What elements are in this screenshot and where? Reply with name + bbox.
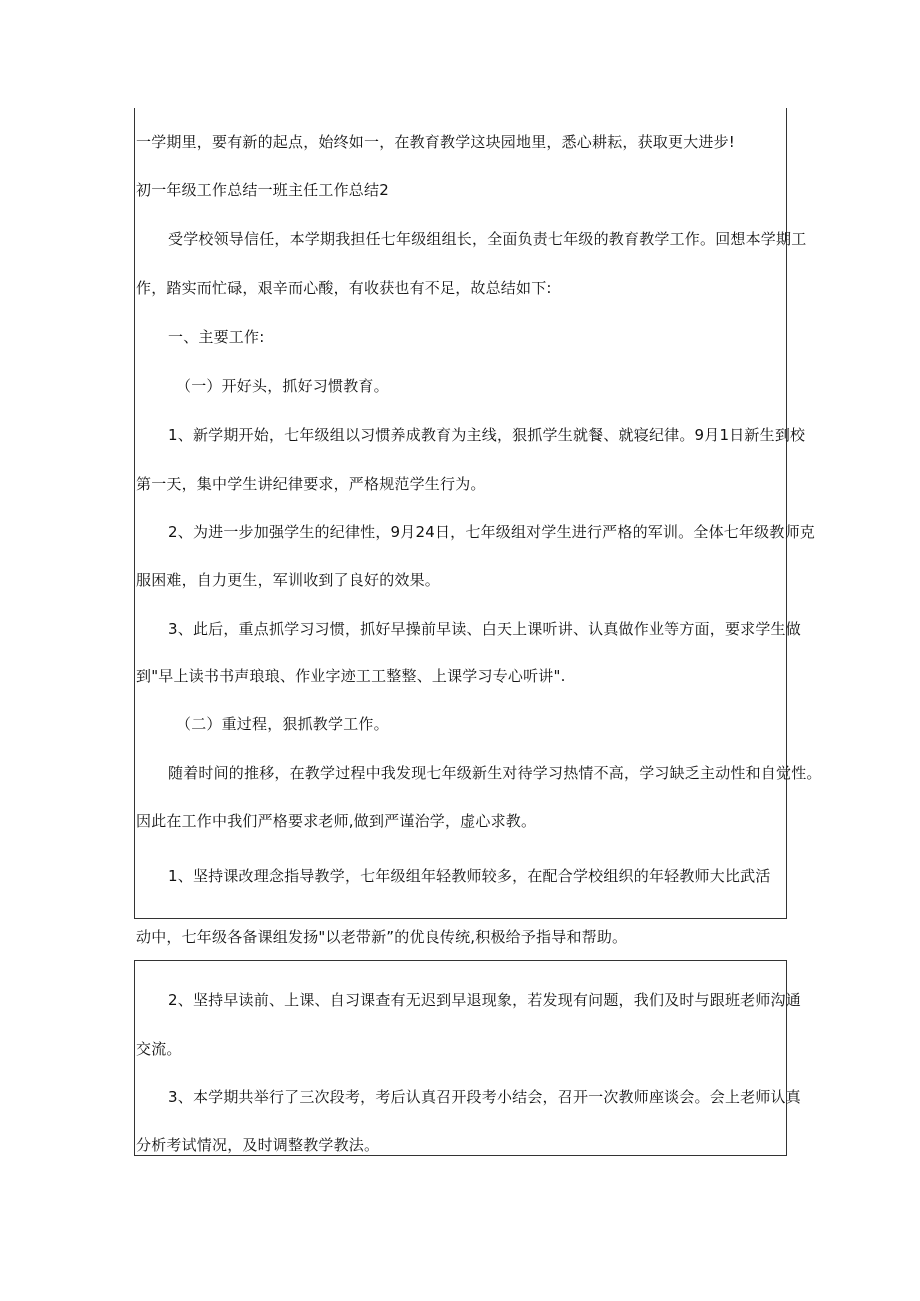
text-line: 2、坚持早读前、上课、自习课查有无迟到早退现象，若发现有问题，我们及时与跟班老师沟通 [168, 991, 801, 1009]
text-line: 服困难，自力更生，军训收到了良好的效果。 [136, 571, 441, 589]
text-line: 第一天，集中学生讲纪律要求，严格规范学生行为。 [136, 475, 486, 493]
text-line: 因此在工作中我们严格要求老师,做到严谨治学，虚心求教。 [136, 812, 537, 830]
section-title: 初一年级工作总结一班主任工作总结2 [136, 181, 389, 199]
text-line: 交流。 [136, 1040, 182, 1058]
subheading-1: （一）开好头，抓好习惯教育。 [176, 377, 389, 395]
text-line: 作，踏实而忙碌，艰辛而心酸，有收获也有不足，故总结如下: [136, 279, 552, 297]
text-line: 一学期里，要有新的起点，始终如一，在教育教学这块园地里，悉心耕耘，获取更大进步! [136, 133, 736, 151]
text-line: 1、新学期开始，七年级组以习惯养成教育为主线，狠抓学生就餐、就寝纪律。9月1日新生到校 [168, 426, 806, 444]
heading-main-work: 一、主要工作: [168, 328, 265, 346]
text-line: 1、坚持课改理念指导教学，七年级组年轻教师较多，在配合学校组织的年轻教师大比武活 [168, 867, 771, 885]
text-line: 受学校领导信任，本学期我担任七年级组组长，全面负责七年级的教育教学工作。回想本学期工 [168, 230, 807, 248]
text-line: 分析考试情况，及时调整教学教法。 [136, 1136, 380, 1154]
text-line: 到"早上读书书声琅琅、作业字迹工工整整、上课学习专心听讲". [136, 667, 566, 685]
subheading-2: （二）重过程，狠抓教学工作。 [176, 715, 389, 733]
text-line: 3、本学期共举行了三次段考，考后认真召开段考小结会，召开一次教师座谈会。会上老师认真 [168, 1088, 801, 1106]
text-line: 动中，七年级各备课组发扬"以老带新”的优良传统,积极给予指导和帮助。 [136, 928, 628, 946]
text-line: 随着时间的推移，在教学过程中我发现七年级新生对待学习热情不高，学习缺乏主动性和自觉性。 [168, 764, 822, 782]
text-line: 2、为进一步加强学生的纪律性，9月24日，七年级组对学生进行严格的军训。全体七年级教师克 [168, 523, 815, 541]
text-line: 3、此后，重点抓学习习惯，抓好早操前早读、白天上课听讲、认真做作业等方面，要求学生做 [168, 620, 801, 638]
